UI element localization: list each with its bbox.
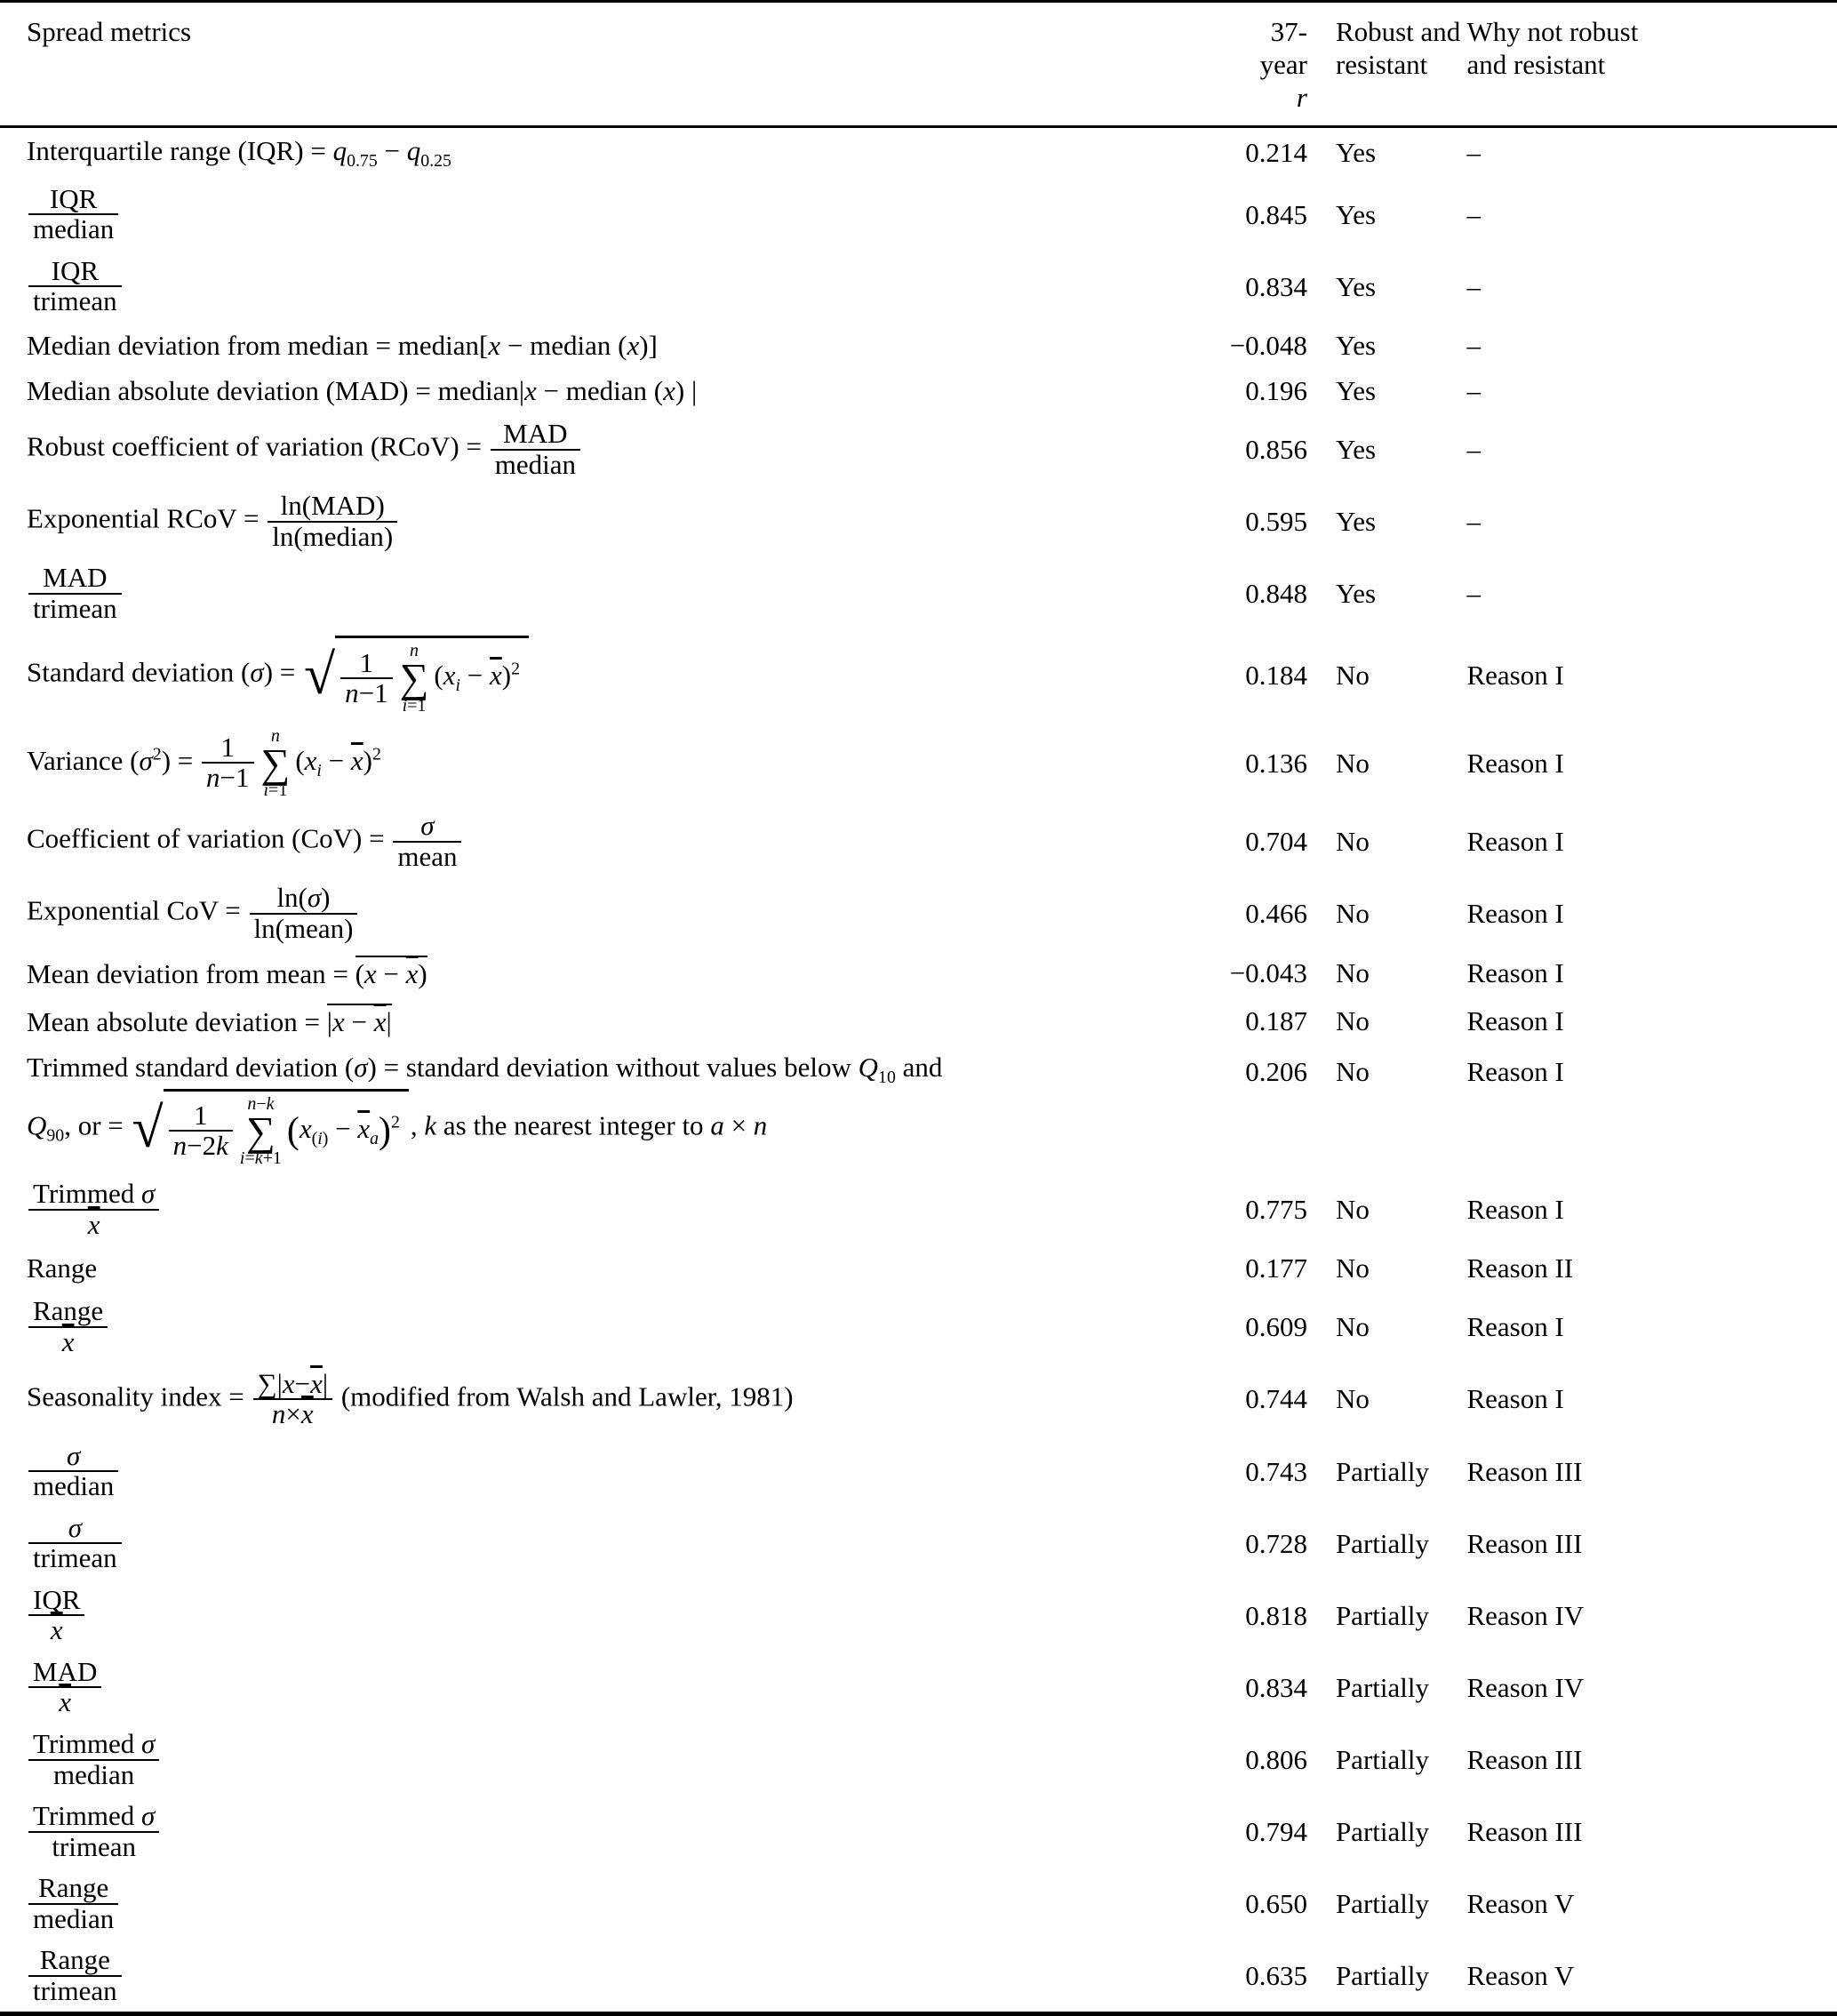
table-row	[0, 997, 1837, 1044]
why-not-cell: Reason IV	[1466, 1671, 1585, 1703]
r-value-cell: 0.818	[1245, 1599, 1307, 1631]
robust-cell: Partially	[1335, 1599, 1429, 1631]
metric-cell: MAD $\overline{x}$	[0, 1652, 1230, 1724]
robust-cell: Partially	[1335, 1888, 1429, 1920]
r-value-cell: 0.806	[1245, 1743, 1307, 1775]
robust-cell: Yes	[1335, 374, 1377, 406]
metric-cell: Trimmed σ median	[0, 1724, 1230, 1796]
metric-cell: Seasonality index = $\frac{\sum|x-\overline{x}|}{n\times\overline{x}}$ (modified from Walsh and Lawler, 1981)	[27, 1367, 794, 1430]
r-value-cell: 0.136	[1245, 747, 1307, 779]
metric-cell: Trimmed σ trimean	[0, 1796, 1230, 1868]
header-spread-metrics	[0, 2, 1230, 127]
table-row	[0, 877, 1837, 949]
why-not-cell: Reason V	[1466, 1888, 1575, 1920]
table-header	[0, 2, 1837, 127]
r-value-cell: 0.704	[1245, 826, 1307, 858]
table-row	[0, 251, 1837, 323]
header-row	[0, 2, 1837, 127]
r-value-cell: 0.744	[1245, 1383, 1307, 1415]
why-not-cell: Reason II	[1466, 1252, 1574, 1284]
metric-cell: MAD trimean	[0, 557, 1230, 629]
why-not-cell: –	[1466, 506, 1481, 538]
table-row	[0, 721, 1837, 805]
robust-cell: No	[1335, 1194, 1370, 1226]
robust-cell: Partially	[1335, 1816, 1429, 1848]
r-value-cell: 0.187	[1245, 1004, 1307, 1036]
why-not-cell: Reason IV	[1466, 1599, 1585, 1631]
r-value-cell: 0.609	[1245, 1311, 1307, 1343]
header-37-year-r	[1230, 2, 1307, 127]
why-not-cell: Reason I	[1466, 898, 1564, 930]
why-not-cell: Reason I	[1466, 957, 1564, 989]
robust-cell: Yes	[1335, 198, 1377, 230]
robust-cell: Yes	[1335, 578, 1377, 610]
r-value-cell: 0.775	[1245, 1194, 1307, 1226]
metric-cell: Standard deviation (σ) = √ $\frac{1}{n-1}$ n ∑ i=1 $(x_i - \overline{x})^2$	[0, 629, 1230, 720]
header-why-not-robust-label: Why not robust and resistant	[1466, 16, 1639, 81]
r-value-cell: 0.466	[1245, 898, 1307, 930]
metric-cell: σ median	[0, 1436, 1230, 1508]
metric-cell: Robust coefficient of variation (RCoV) = MAD median	[0, 413, 1230, 485]
r-value-cell: −0.043	[1229, 957, 1307, 989]
table-row	[0, 179, 1837, 251]
robust-cell: No	[1335, 1004, 1370, 1036]
metric-cell: Interquartile range $(IQR) = q_{0.75} - q_{0.25}$	[27, 134, 451, 171]
why-not-cell: Reason I	[1466, 826, 1564, 858]
metric-cell: Range $\overline{x}$	[0, 1291, 1230, 1363]
metric-cell: Range	[27, 1252, 98, 1284]
robust-cell: No	[1335, 898, 1370, 930]
table-row	[0, 1724, 1837, 1796]
why-not-cell: Reason I	[1466, 1194, 1564, 1226]
header-spread-metrics-label: Spread metrics	[27, 16, 192, 47]
metric-cell: Trimmed standard deviation (σ) = standard deviation without values below $Q_{10}$ and $Q_{90}$, or = √ $\frac{1}{n-2k}$ n−k ∑ i=k+1 $(x_{(i)} - \overline{x}_a)^2$ , k as the nearest integer to a × n	[27, 1051, 943, 1169]
metric-cell: Range median	[0, 1868, 1230, 1940]
metric-cell: Median deviation from median = median[x − median (x)]	[27, 329, 658, 361]
r-value-cell: 0.595	[1245, 506, 1307, 538]
robust-cell: Yes	[1335, 506, 1377, 538]
header-r-label: r	[1296, 82, 1307, 114]
r-value-cell: 0.845	[1245, 198, 1307, 230]
r-value-cell: 0.794	[1245, 1816, 1307, 1848]
table-row	[0, 368, 1837, 413]
table-row	[0, 1436, 1837, 1508]
metric-cell: σ trimean	[0, 1508, 1230, 1580]
why-not-cell: Reason III	[1466, 1527, 1583, 1559]
r-value-cell: 0.728	[1245, 1527, 1307, 1559]
r-value-cell: 0.196	[1245, 374, 1307, 406]
why-not-cell: –	[1466, 434, 1481, 466]
table-row	[0, 1652, 1837, 1724]
robust-cell: Partially	[1335, 1455, 1429, 1487]
table-row	[0, 1796, 1837, 1868]
table-row	[0, 1291, 1837, 1363]
robust-cell: Partially	[1335, 1527, 1429, 1559]
why-not-cell: –	[1466, 578, 1481, 610]
table-row	[0, 805, 1837, 877]
table-row	[0, 1580, 1837, 1652]
table-row	[0, 949, 1837, 996]
r-value-cell: 0.834	[1245, 270, 1307, 302]
why-not-cell: –	[1466, 329, 1481, 361]
why-not-cell: –	[1466, 198, 1481, 230]
robust-cell: Yes	[1335, 329, 1377, 361]
r-value-cell: 0.834	[1245, 1671, 1307, 1703]
metric-cell: Median absolute deviation (MAD) = median|x − median (x) |	[27, 374, 698, 406]
robust-cell: Yes	[1335, 137, 1377, 169]
metric-cell: Mean absolute deviation = $|x - \overline{x}|$	[0, 997, 1230, 1044]
robust-cell: No	[1335, 1252, 1370, 1284]
table-row	[0, 557, 1837, 629]
r-value-cell: −0.048	[1229, 329, 1307, 361]
r-value-cell: 0.206	[1245, 1055, 1307, 1087]
table-row	[0, 1508, 1837, 1580]
header-why-not-robust	[1466, 2, 1837, 127]
table-row	[0, 1868, 1837, 1940]
r-value-cell: 0.848	[1245, 578, 1307, 610]
why-not-cell: Reason III	[1466, 1743, 1583, 1775]
robust-cell: Partially	[1335, 1960, 1429, 1992]
why-not-cell: Reason I	[1466, 1383, 1564, 1415]
robust-cell: No	[1335, 660, 1370, 691]
why-not-cell: Reason V	[1466, 1960, 1575, 1992]
robust-cell: No	[1335, 1383, 1370, 1415]
robust-cell: No	[1335, 1311, 1370, 1343]
why-not-cell: Reason I	[1466, 1311, 1564, 1343]
metric-cell: Variance $(\sigma^2)$ = $\frac{1}{n-1}$ n ∑ i=1 $(x_i - \overline{x})^2$	[27, 725, 381, 801]
table-row	[0, 1245, 1837, 1291]
robust-cell: Partially	[1335, 1671, 1429, 1703]
metric-cell: Mean deviation from mean = $(x - \overline{x})$	[0, 949, 1230, 996]
robust-cell: No	[1335, 957, 1370, 989]
table-row	[0, 1044, 1837, 1173]
table-row	[0, 485, 1837, 557]
r-value-cell: 0.650	[1245, 1888, 1307, 1920]
why-not-cell: Reason III	[1466, 1816, 1583, 1848]
table-row	[0, 1173, 1837, 1245]
r-value-cell: 0.743	[1245, 1455, 1307, 1487]
metric-cell: IQR trimean	[0, 251, 1230, 323]
r-value-cell: 0.635	[1245, 1960, 1307, 1992]
why-not-cell: Reason III	[1466, 1455, 1583, 1487]
robust-cell: No	[1335, 747, 1370, 779]
why-not-cell: –	[1466, 137, 1481, 169]
why-not-cell: Reason I	[1466, 1004, 1564, 1036]
table-row	[0, 1364, 1837, 1436]
why-not-cell: Reason I	[1466, 1055, 1564, 1087]
header-robust-resistant-label: Robust and resistant	[1335, 16, 1461, 81]
robust-cell: Yes	[1335, 434, 1377, 466]
metric-cell: Exponential CoV = ln(σ) ln(mean)	[0, 877, 1230, 949]
table-row	[0, 126, 1837, 179]
robust-cell: No	[1335, 1055, 1370, 1087]
robust-cell: Yes	[1335, 270, 1377, 302]
r-value-cell: 0.214	[1245, 137, 1307, 169]
why-not-cell: –	[1466, 270, 1481, 302]
r-value-cell: 0.177	[1245, 1252, 1307, 1284]
r-value-cell: 0.856	[1245, 434, 1307, 466]
metric-cell: Coefficient of variation (CoV) = σ mean	[0, 805, 1230, 877]
why-not-cell: Reason I	[1466, 747, 1564, 779]
metric-cell: Trimmed σ $\overline{x}$	[0, 1173, 1230, 1245]
table-row	[0, 413, 1837, 485]
why-not-cell: –	[1466, 374, 1481, 406]
r-value-cell: 0.184	[1245, 660, 1307, 691]
metric-cell: Exponential RCoV = ln(MAD) ln(median)	[0, 485, 1230, 557]
table-row	[0, 323, 1837, 368]
robust-cell: No	[1335, 826, 1370, 858]
why-not-cell: Reason I	[1466, 660, 1564, 691]
metric-cell: IQR median	[0, 179, 1230, 251]
table-row	[0, 629, 1837, 720]
robust-cell: Partially	[1335, 1743, 1429, 1775]
header-robust-resistant	[1307, 2, 1467, 127]
header-37-year-label: 37-year	[1259, 16, 1307, 81]
table-body	[0, 126, 1837, 2014]
metric-cell: IQR $\overline{x}$	[0, 1580, 1230, 1652]
metric-cell: Range trimean	[0, 1940, 1230, 2014]
table-row	[0, 1940, 1837, 2014]
